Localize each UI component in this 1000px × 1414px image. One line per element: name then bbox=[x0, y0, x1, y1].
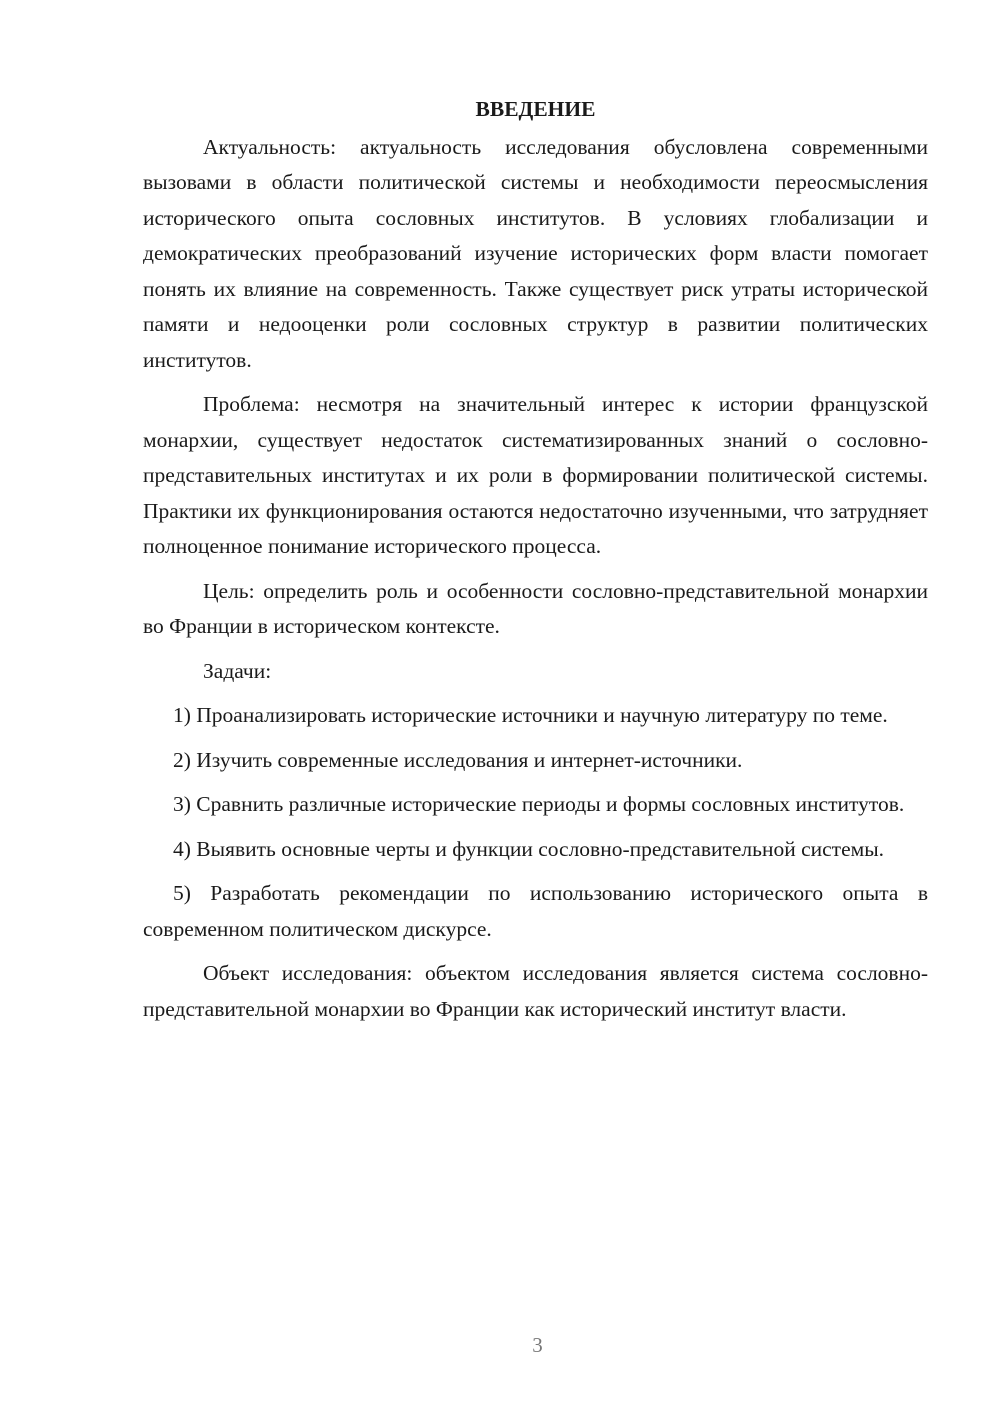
page-content bbox=[143, 92, 928, 1036]
task-item-1: 1) Проанализировать исторические источники и научную литературу по теме. bbox=[173, 703, 888, 727]
page-number: 3 bbox=[532, 1333, 543, 1357]
paragraph-relevance: Актуальность: актуальность исследования обусловлена современными вызовами в области политической системы и необходимости переосмысления исторического опыта сословных институтов. В условиях глобализации и демократических преобразований изучение исторических форм власти помогает понять их влияние на современность. Также существует риск утраты исторической памяти и недооценки роли сословных структур в развитии политических институтов. bbox=[143, 134, 928, 372]
task-item-3: 3) Сравнить различные исторические периоды и формы сословных институтов. bbox=[173, 792, 905, 816]
paragraph-problem: Проблема: несмотря на значительный интерес к истории французской монархии, существует недостаток систематизированных знаний о сословно-представительных институтах и их роли в формировании политической системы. Практики их функционирования остаются недостаточно изученными, что затрудняет полноценное понимание исторического процесса. bbox=[143, 392, 928, 558]
task-item-2: 2) Изучить современные исследования и интернет-источники. bbox=[173, 747, 743, 772]
task-item-5: 5) Разработать рекомендации по использованию исторического опыта в современном политическом дискурсе. bbox=[143, 881, 928, 941]
paragraph-goal: Цель: определить роль и особенности сословно-представительной монархии во Франции в историческом контексте. bbox=[143, 578, 928, 638]
section-heading: ВВЕДЕНИЕ bbox=[475, 97, 596, 121]
paragraph-object: Объект исследования: объектом исследования является система сословно-представительной монархии во Франции как исторический институт власти. bbox=[143, 961, 928, 1021]
paragraph-tasks-label: Задачи: bbox=[203, 658, 272, 683]
task-item-4: 4) Выявить основные черты и функции сословно-представительной системы. bbox=[173, 836, 885, 861]
